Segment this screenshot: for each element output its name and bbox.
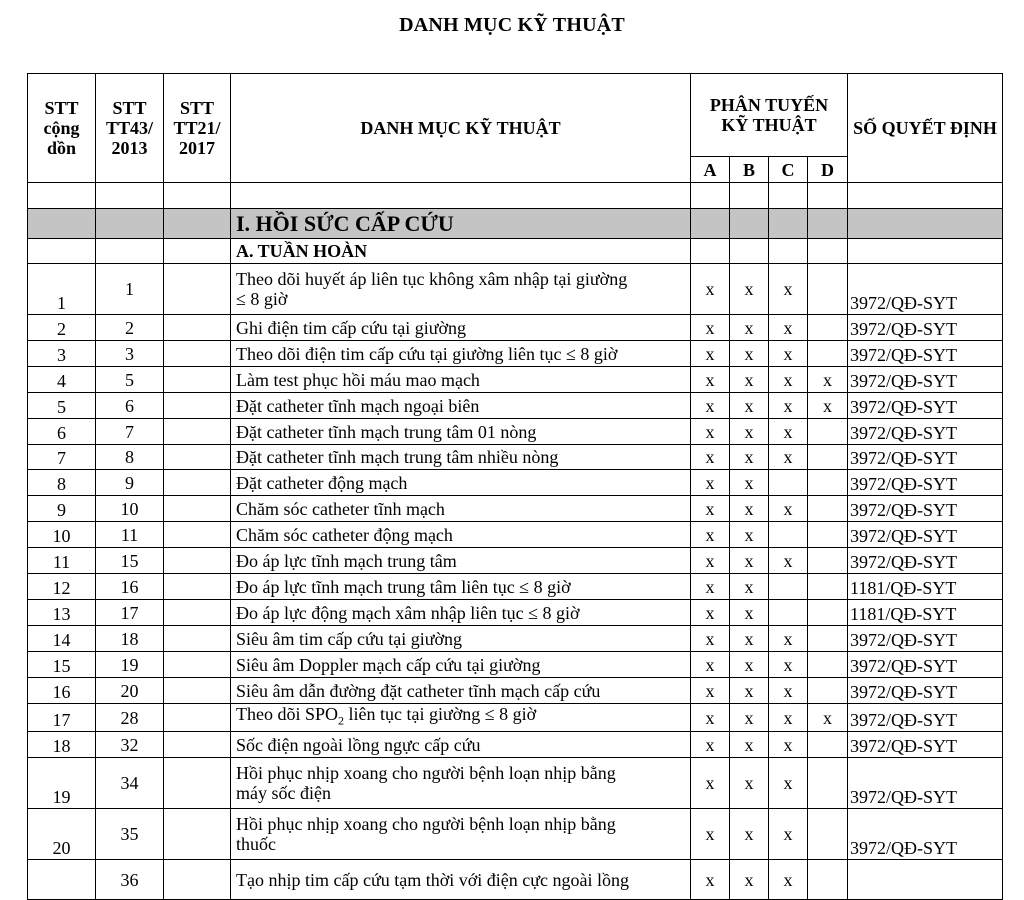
technique-name-cell: Đặt catheter tĩnh mạch trung tâm nhiều nòng: [231, 445, 691, 470]
header-row: [28, 74, 1003, 157]
tuyen-d-mark: [808, 470, 848, 496]
technique-name-part: liên tục tại giường ≤ 8 giờ: [344, 704, 537, 725]
so-quyet-dinh-cell: 3972/QĐ-SYT: [848, 315, 1003, 341]
tuyen-d-mark: [808, 574, 848, 600]
tuyen-d-mark: [808, 445, 848, 470]
stt-cong-don-cell: 20: [28, 809, 96, 860]
tuyen-a-mark: x: [691, 809, 730, 860]
tuyen-a-mark: x: [691, 758, 730, 809]
tuyen-d-mark: [808, 496, 848, 522]
technique-name-cell: Đặt catheter động mạch: [231, 470, 691, 496]
tuyen-d-mark: [808, 522, 848, 548]
tuyen-b-mark: x: [730, 758, 769, 809]
stt-cong-don-cell: 4: [28, 367, 96, 393]
stt-tt43-cell: 28: [96, 704, 164, 732]
tuyen-a-mark: x: [691, 574, 730, 600]
technique-name-cell: [231, 758, 691, 809]
stt-tt43-cell: 2: [96, 315, 164, 341]
header-tuyen-c: C: [769, 157, 808, 183]
stt-cong-don-cell: 15: [28, 652, 96, 678]
technique-name-cell: Đặt catheter tĩnh mạch trung tâm 01 nòng: [231, 419, 691, 445]
table-row: [28, 496, 1003, 522]
tuyen-d-mark: [808, 678, 848, 704]
stt-tt43-cell: 17: [96, 600, 164, 626]
technique-name-cell: Đo áp lực tĩnh mạch trung tâm: [231, 548, 691, 574]
stt-tt21-cell: [164, 393, 231, 419]
tuyen-a-mark: x: [691, 548, 730, 574]
so-quyet-dinh-cell: 3972/QĐ-SYT: [848, 732, 1003, 758]
tuyen-c-mark: x: [769, 419, 808, 445]
tuyen-d-mark: [808, 652, 848, 678]
tuyen-a-mark: x: [691, 393, 730, 419]
table-row: [28, 704, 1003, 732]
tuyen-a-mark: x: [691, 367, 730, 393]
tuyen-d-mark: [808, 732, 848, 758]
stt-cong-don-cell: 8: [28, 470, 96, 496]
technique-name-cell: Siêu âm dẫn đường đặt catheter tĩnh mạch cấp cứu: [231, 678, 691, 704]
stt-tt43-cell: 9: [96, 470, 164, 496]
stt-tt43-cell: 6: [96, 393, 164, 419]
table-row: [28, 315, 1003, 341]
so-quyet-dinh-cell: 1181/QĐ-SYT: [848, 574, 1003, 600]
table-row: [28, 732, 1003, 758]
stt-cong-don-cell: 12: [28, 574, 96, 600]
tuyen-b-mark: x: [730, 445, 769, 470]
technique-name-cell: [231, 809, 691, 860]
empty-row: [28, 183, 1003, 209]
technique-name-cell: Chăm sóc catheter động mạch: [231, 522, 691, 548]
table-row: [28, 264, 1003, 315]
table-row: [28, 522, 1003, 548]
table-row: [28, 758, 1003, 809]
so-quyet-dinh-cell: 3972/QĐ-SYT: [848, 264, 1003, 315]
technique-name-cell: Chăm sóc catheter tĩnh mạch: [231, 496, 691, 522]
tuyen-b-mark: x: [730, 626, 769, 652]
so-quyet-dinh-cell: 3972/QĐ-SYT: [848, 522, 1003, 548]
tuyen-d-mark: x: [808, 367, 848, 393]
so-quyet-dinh-cell: 3972/QĐ-SYT: [848, 445, 1003, 470]
tuyen-b-mark: x: [730, 600, 769, 626]
tuyen-d-mark: [808, 419, 848, 445]
tuyen-c-mark: x: [769, 809, 808, 860]
tuyen-b-mark: x: [730, 574, 769, 600]
so-quyet-dinh-cell: 3972/QĐ-SYT: [848, 367, 1003, 393]
tuyen-c-mark: x: [769, 496, 808, 522]
tuyen-c-mark: x: [769, 652, 808, 678]
tuyen-b-mark: x: [730, 860, 769, 900]
stt-tt21-cell: [164, 574, 231, 600]
header-tuyen-d: D: [808, 157, 848, 183]
stt-tt21-cell: [164, 522, 231, 548]
table-row: [28, 652, 1003, 678]
stt-tt21-cell: [164, 496, 231, 522]
stt-tt21-cell: [164, 264, 231, 315]
table-row: [28, 678, 1003, 704]
table-row: [28, 626, 1003, 652]
stt-cong-don-cell: 2: [28, 315, 96, 341]
tuyen-c-mark: x: [769, 315, 808, 341]
stt-tt21-cell: [164, 678, 231, 704]
technique-name-subscript: 2: [338, 713, 345, 728]
stt-tt21-cell: [164, 626, 231, 652]
tuyen-c-mark: [769, 600, 808, 626]
stt-tt21-cell: [164, 445, 231, 470]
tuyen-d-mark: [808, 758, 848, 809]
stt-tt21-cell: [164, 470, 231, 496]
stt-cong-don-cell: 17: [28, 704, 96, 732]
tuyen-a-mark: x: [691, 315, 730, 341]
table-row: [28, 809, 1003, 860]
stt-tt21-cell: [164, 758, 231, 809]
header-tuyen-a: A: [691, 157, 730, 183]
table-row: [28, 470, 1003, 496]
technique-name-cell: [231, 264, 691, 315]
so-quyet-dinh-cell: 3972/QĐ-SYT: [848, 341, 1003, 367]
tuyen-b-mark: x: [730, 522, 769, 548]
tuyen-d-mark: x: [808, 704, 848, 732]
technique-name-cell: Đo áp lực động mạch xâm nhập liên tục ≤ 8 giờ: [231, 600, 691, 626]
tuyen-d-mark: [808, 264, 848, 315]
tuyen-a-mark: x: [691, 445, 730, 470]
technique-name-line: ≤ 8 giờ: [236, 289, 288, 309]
so-quyet-dinh-cell: 3972/QĐ-SYT: [848, 809, 1003, 860]
technique-name-part: Theo dõi SPO: [236, 704, 339, 725]
stt-tt21-cell: [164, 652, 231, 678]
tuyen-b-mark: x: [730, 367, 769, 393]
tuyen-a-mark: x: [691, 264, 730, 315]
tuyen-a-mark: x: [691, 626, 730, 652]
section-row: [28, 209, 1003, 239]
header-phan-tuyen: PHÂN TUYẾN KỸ THUẬT: [691, 74, 848, 157]
tuyen-d-mark: [808, 860, 848, 900]
tuyen-c-mark: [769, 470, 808, 496]
technique-table: [27, 73, 1003, 900]
so-quyet-dinh-cell: 3972/QĐ-SYT: [848, 626, 1003, 652]
technique-name-line: Hồi phục nhịp xoang cho người bệnh loạn nhịp bằng: [236, 814, 616, 834]
tuyen-c-mark: [769, 574, 808, 600]
stt-cong-don-cell: 14: [28, 626, 96, 652]
stt-cong-don-cell: 3: [28, 341, 96, 367]
technique-name-cell: Theo dõi điện tim cấp cứu tại giường liên tục ≤ 8 giờ: [231, 341, 691, 367]
stt-tt43-cell: 8: [96, 445, 164, 470]
technique-name-line: Hồi phục nhịp xoang cho người bệnh loạn nhịp bằng: [236, 763, 616, 783]
tuyen-d-mark: [808, 600, 848, 626]
stt-tt21-cell: [164, 732, 231, 758]
tuyen-b-mark: x: [730, 652, 769, 678]
tuyen-b-mark: x: [730, 419, 769, 445]
so-quyet-dinh-cell: 1181/QĐ-SYT: [848, 600, 1003, 626]
tuyen-c-mark: x: [769, 341, 808, 367]
tuyen-c-mark: x: [769, 626, 808, 652]
tuyen-a-mark: x: [691, 419, 730, 445]
stt-tt43-cell: 16: [96, 574, 164, 600]
stt-tt21-cell: [164, 600, 231, 626]
technique-name-line: thuốc: [236, 834, 276, 854]
header-stt-tt21: STT TT21/ 2017: [164, 74, 231, 183]
tuyen-c-mark: [769, 522, 808, 548]
section-title: I. HỒI SỨC CẤP CỨU: [231, 209, 691, 239]
table-row: [28, 445, 1003, 470]
tuyen-b-mark: x: [730, 264, 769, 315]
stt-cong-don-cell: 7: [28, 445, 96, 470]
stt-tt21-cell: [164, 315, 231, 341]
stt-tt21-cell: [164, 341, 231, 367]
tuyen-c-mark: x: [769, 758, 808, 809]
stt-cong-don-cell: 13: [28, 600, 96, 626]
tuyen-a-mark: x: [691, 496, 730, 522]
so-quyet-dinh-cell: 3972/QĐ-SYT: [848, 496, 1003, 522]
tuyen-b-mark: x: [730, 548, 769, 574]
stt-tt43-cell: 36: [96, 860, 164, 900]
tuyen-a-mark: x: [691, 470, 730, 496]
header-tuyen-b: B: [730, 157, 769, 183]
tuyen-b-mark: x: [730, 809, 769, 860]
tuyen-d-mark: [808, 548, 848, 574]
tuyen-b-mark: x: [730, 315, 769, 341]
stt-tt43-cell: 3: [96, 341, 164, 367]
stt-tt21-cell: [164, 548, 231, 574]
tuyen-b-mark: x: [730, 470, 769, 496]
stt-tt43-cell: 34: [96, 758, 164, 809]
stt-cong-don-cell: [28, 860, 96, 900]
stt-cong-don-cell: 6: [28, 419, 96, 445]
stt-tt21-cell: [164, 367, 231, 393]
tuyen-a-mark: x: [691, 600, 730, 626]
so-quyet-dinh-cell: 3972/QĐ-SYT: [848, 652, 1003, 678]
tuyen-d-mark: [808, 809, 848, 860]
document-title: DANH MỤC KỸ THUẬT: [399, 14, 625, 36]
tuyen-c-mark: x: [769, 548, 808, 574]
table-row: [28, 860, 1003, 900]
tuyen-c-mark: x: [769, 704, 808, 732]
tuyen-b-mark: x: [730, 341, 769, 367]
tuyen-a-mark: x: [691, 678, 730, 704]
stt-tt43-cell: 15: [96, 548, 164, 574]
table-row: [28, 367, 1003, 393]
tuyen-a-mark: x: [691, 522, 730, 548]
technique-name-line: Tạo nhịp tim cấp cứu tạm thời với điện cực ngoài lồng: [236, 869, 629, 890]
stt-tt21-cell: [164, 809, 231, 860]
tuyen-c-mark: x: [769, 445, 808, 470]
tuyen-b-mark: x: [730, 704, 769, 732]
stt-tt43-cell: 5: [96, 367, 164, 393]
header-stt-cong-don: STT cộng dồn: [28, 74, 96, 183]
tuyen-a-mark: x: [691, 652, 730, 678]
technique-name-line: Theo dõi huyết áp liên tục không xâm nhập tại giường: [236, 269, 628, 289]
tuyen-d-mark: [808, 626, 848, 652]
stt-tt21-cell: [164, 419, 231, 445]
header-so-quyet-dinh: SỐ QUYẾT ĐỊNH: [848, 74, 1003, 183]
tuyen-c-mark: x: [769, 732, 808, 758]
tuyen-a-mark: x: [691, 860, 730, 900]
technique-name-cell: Ghi điện tim cấp cứu tại giường: [231, 315, 691, 341]
so-quyet-dinh-cell: 3972/QĐ-SYT: [848, 678, 1003, 704]
stt-cong-don-cell: 16: [28, 678, 96, 704]
table-row: [28, 393, 1003, 419]
stt-tt43-cell: 35: [96, 809, 164, 860]
so-quyet-dinh-cell: 3972/QĐ-SYT: [848, 393, 1003, 419]
header-danh-muc: DANH MỤC KỸ THUẬT: [231, 74, 691, 183]
so-quyet-dinh-cell: [848, 860, 1003, 900]
technique-name-cell: Siêu âm Doppler mạch cấp cứu tại giường: [231, 652, 691, 678]
table-row: [28, 548, 1003, 574]
technique-name-cell: Đo áp lực tĩnh mạch trung tâm liên tục ≤ 8 giờ: [231, 574, 691, 600]
header-stt-tt43: STT TT43/ 2013: [96, 74, 164, 183]
stt-cong-don-cell: 5: [28, 393, 96, 419]
technique-name-cell: Sốc điện ngoài lồng ngực cấp cứu: [231, 732, 691, 758]
table-row: [28, 341, 1003, 367]
stt-tt43-cell: 7: [96, 419, 164, 445]
technique-name-cell: [231, 704, 691, 732]
table-row: [28, 600, 1003, 626]
stt-cong-don-cell: 11: [28, 548, 96, 574]
stt-tt21-cell: [164, 860, 231, 900]
so-quyet-dinh-cell: 3972/QĐ-SYT: [848, 704, 1003, 732]
tuyen-d-mark: [808, 341, 848, 367]
tuyen-b-mark: x: [730, 678, 769, 704]
stt-tt43-cell: 1: [96, 264, 164, 315]
stt-cong-don-cell: 18: [28, 732, 96, 758]
tuyen-b-mark: x: [730, 393, 769, 419]
stt-cong-don-cell: 10: [28, 522, 96, 548]
stt-cong-don-cell: 9: [28, 496, 96, 522]
technique-name-line: máy sốc điện: [236, 783, 331, 803]
tuyen-a-mark: x: [691, 704, 730, 732]
stt-tt43-cell: 20: [96, 678, 164, 704]
stt-tt43-cell: 18: [96, 626, 164, 652]
tuyen-c-mark: x: [769, 860, 808, 900]
tuyen-b-mark: x: [730, 732, 769, 758]
subsection-title: A. TUẦN HOÀN: [231, 239, 691, 264]
so-quyet-dinh-cell: 3972/QĐ-SYT: [848, 758, 1003, 809]
tuyen-b-mark: x: [730, 496, 769, 522]
subsection-row: [28, 239, 1003, 264]
tuyen-c-mark: x: [769, 367, 808, 393]
tuyen-d-mark: [808, 315, 848, 341]
technique-name-cell: Làm test phục hồi máu mao mạch: [231, 367, 691, 393]
stt-tt43-cell: 32: [96, 732, 164, 758]
technique-name-cell: Đặt catheter tĩnh mạch ngoại biên: [231, 393, 691, 419]
so-quyet-dinh-cell: 3972/QĐ-SYT: [848, 470, 1003, 496]
tuyen-a-mark: x: [691, 341, 730, 367]
stt-tt43-cell: 11: [96, 522, 164, 548]
stt-tt43-cell: 10: [96, 496, 164, 522]
tuyen-c-mark: x: [769, 393, 808, 419]
tuyen-a-mark: x: [691, 732, 730, 758]
tuyen-c-mark: x: [769, 264, 808, 315]
table-row: [28, 574, 1003, 600]
tuyen-d-mark: x: [808, 393, 848, 419]
table-row: [28, 419, 1003, 445]
technique-name-cell: [231, 860, 691, 900]
stt-tt21-cell: [164, 704, 231, 732]
stt-tt43-cell: 19: [96, 652, 164, 678]
stt-cong-don-cell: 19: [28, 758, 96, 809]
tuyen-c-mark: x: [769, 678, 808, 704]
technique-name-cell: Siêu âm tim cấp cứu tại giường: [231, 626, 691, 652]
so-quyet-dinh-cell: 3972/QĐ-SYT: [848, 419, 1003, 445]
stt-cong-don-cell: 1: [28, 264, 96, 315]
so-quyet-dinh-cell: 3972/QĐ-SYT: [848, 548, 1003, 574]
